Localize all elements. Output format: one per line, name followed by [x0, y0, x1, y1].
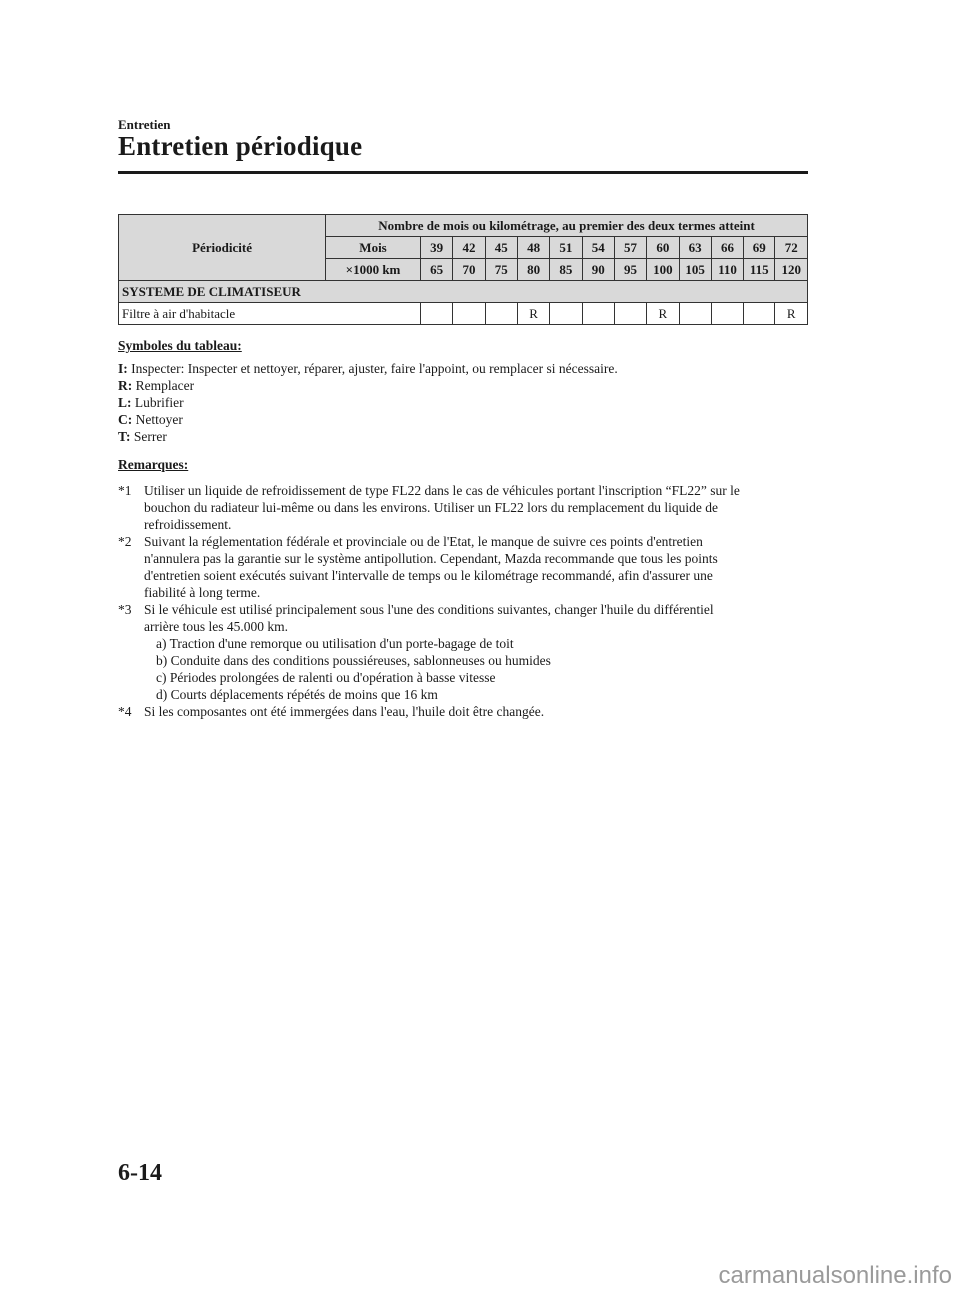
page-title: Entretien périodique — [118, 131, 363, 161]
group-row: SYSTEME DE CLIMATISEUR — [119, 281, 808, 303]
value-cell: R — [775, 303, 808, 325]
remark-subitem: b) Conduite dans des conditions poussiéreuses, sablonneuses ou humides — [156, 653, 551, 668]
month-cell: 60 — [647, 237, 679, 259]
remark-line: Suivant la réglementation fédérale et provinciale ou de l'Etat, le manque de suivre ces points d'entretien — [144, 534, 703, 549]
symbols-list — [118, 360, 618, 445]
interval-header: Nombre de mois ou kilométrage, au premier des deux termes atteint — [326, 215, 808, 237]
remark-subitem: a) Traction d'une remorque ou utilisation d'un porte-bagage de toit — [156, 636, 514, 651]
table-row — [119, 303, 808, 325]
value-cell — [421, 303, 453, 325]
remark-line: bouchon du radiateur lui-même ou dans les environs. Utiliser un FL22 lors du remplacement du liquide de — [144, 500, 718, 515]
remark-line: refroidissement. — [144, 517, 232, 532]
remark-item — [118, 703, 818, 720]
months-label: Mois — [326, 237, 421, 259]
km-cell: 75 — [485, 259, 517, 281]
watermark: carmanualsonline.info — [718, 1262, 952, 1289]
km-cell: 70 — [453, 259, 485, 281]
symbol-text: Remplacer — [135, 378, 195, 393]
km-cell: 120 — [775, 259, 808, 281]
remark-subitem: d) Courts déplacements répétés de moins que 16 km — [156, 687, 438, 702]
periodicity-header: Périodicité — [119, 215, 326, 281]
month-cell: 42 — [453, 237, 485, 259]
value-cell: R — [647, 303, 679, 325]
remark-line: d'entretien soient exécutés suivant l'intervalle de temps ou le kilométrage recommandé, afin d'assurer une — [144, 568, 713, 583]
remark-text — [144, 703, 818, 720]
remark-text — [144, 482, 818, 533]
km-cell: 85 — [550, 259, 582, 281]
remarks-heading: Remarques: — [118, 457, 189, 472]
symbol-item — [118, 428, 618, 445]
km-cell: 100 — [647, 259, 679, 281]
remark-item — [118, 601, 818, 703]
km-cell: 95 — [614, 259, 646, 281]
month-cell: 57 — [614, 237, 646, 259]
remark-number: *1 — [118, 483, 132, 498]
value-cell — [614, 303, 646, 325]
maintenance-schedule-table — [118, 214, 808, 325]
symbol-text: Inspecter: Inspecter et nettoyer, réparer, ajuster, faire l'appoint, ou remplacer si nécessaire. — [131, 361, 618, 376]
km-cell: 90 — [582, 259, 614, 281]
km-cell: 105 — [679, 259, 711, 281]
month-cell: 66 — [711, 237, 743, 259]
value-cell — [711, 303, 743, 325]
item-name: Filtre à air d'habitacle — [119, 303, 421, 325]
remark-number: *2 — [118, 534, 132, 549]
remark-line: Utiliser un liquide de refroidissement de type FL22 dans le cas de véhicules portant l'inscription “FL22” sur le — [144, 483, 740, 498]
symbol-text: Serrer — [133, 429, 167, 444]
remark-line: Si le véhicule est utilisé principalement sous l'une des conditions suivantes, changer l'huile du différentiel — [144, 602, 714, 617]
month-cell: 63 — [679, 237, 711, 259]
symbol-key: L: — [118, 395, 132, 410]
month-cell: 69 — [744, 237, 775, 259]
remark-number: *3 — [118, 602, 132, 617]
remark-subitem: c) Périodes prolongées de ralenti ou d'opération à basse vitesse — [156, 670, 496, 685]
value-cell — [453, 303, 485, 325]
value-cell — [550, 303, 582, 325]
km-cell: 110 — [711, 259, 743, 281]
symbol-item — [118, 377, 618, 394]
remark-line: Si les composantes ont été immergées dans l'eau, l'huile doit être changée. — [144, 704, 545, 719]
symbol-item — [118, 411, 618, 428]
symbol-key: T: — [118, 429, 131, 444]
symbol-text: Lubrifier — [134, 395, 184, 410]
page-number: 6-14 — [118, 1160, 162, 1186]
symbol-text: Nettoyer — [135, 412, 183, 427]
remark-line: fiabilité à long terme. — [144, 585, 261, 600]
remark-number: *4 — [118, 704, 132, 719]
month-cell: 39 — [421, 237, 453, 259]
km-cell: 80 — [517, 259, 549, 281]
km-cell: 115 — [744, 259, 775, 281]
value-cell — [582, 303, 614, 325]
month-cell: 51 — [550, 237, 582, 259]
remark-line: n'annulera pas la garantie sur le système antipollution. Cependant, Mazda recommande que tous les points — [144, 551, 718, 566]
month-cell: 45 — [485, 237, 517, 259]
symbol-item — [118, 394, 618, 411]
km-label: ×1000 km — [326, 259, 421, 281]
symbol-key: I: — [118, 361, 128, 376]
remark-line: arrière tous les 45.000 km. — [144, 619, 288, 634]
value-cell — [485, 303, 517, 325]
symbols-heading: Symboles du tableau: — [118, 338, 242, 353]
value-cell — [679, 303, 711, 325]
month-cell: 72 — [775, 237, 808, 259]
value-cell: R — [517, 303, 549, 325]
symbol-key: C: — [118, 412, 133, 427]
title-rule — [118, 171, 808, 174]
remarks-list — [118, 482, 818, 720]
remark-item — [118, 482, 818, 533]
km-cell: 65 — [421, 259, 453, 281]
symbol-item — [118, 360, 618, 377]
value-cell — [744, 303, 775, 325]
section-label: Entretien — [118, 117, 171, 132]
month-cell: 54 — [582, 237, 614, 259]
remark-text — [144, 533, 818, 601]
remark-item — [118, 533, 818, 601]
remark-text — [144, 601, 818, 703]
symbol-key: R: — [118, 378, 133, 393]
month-cell: 48 — [517, 237, 549, 259]
